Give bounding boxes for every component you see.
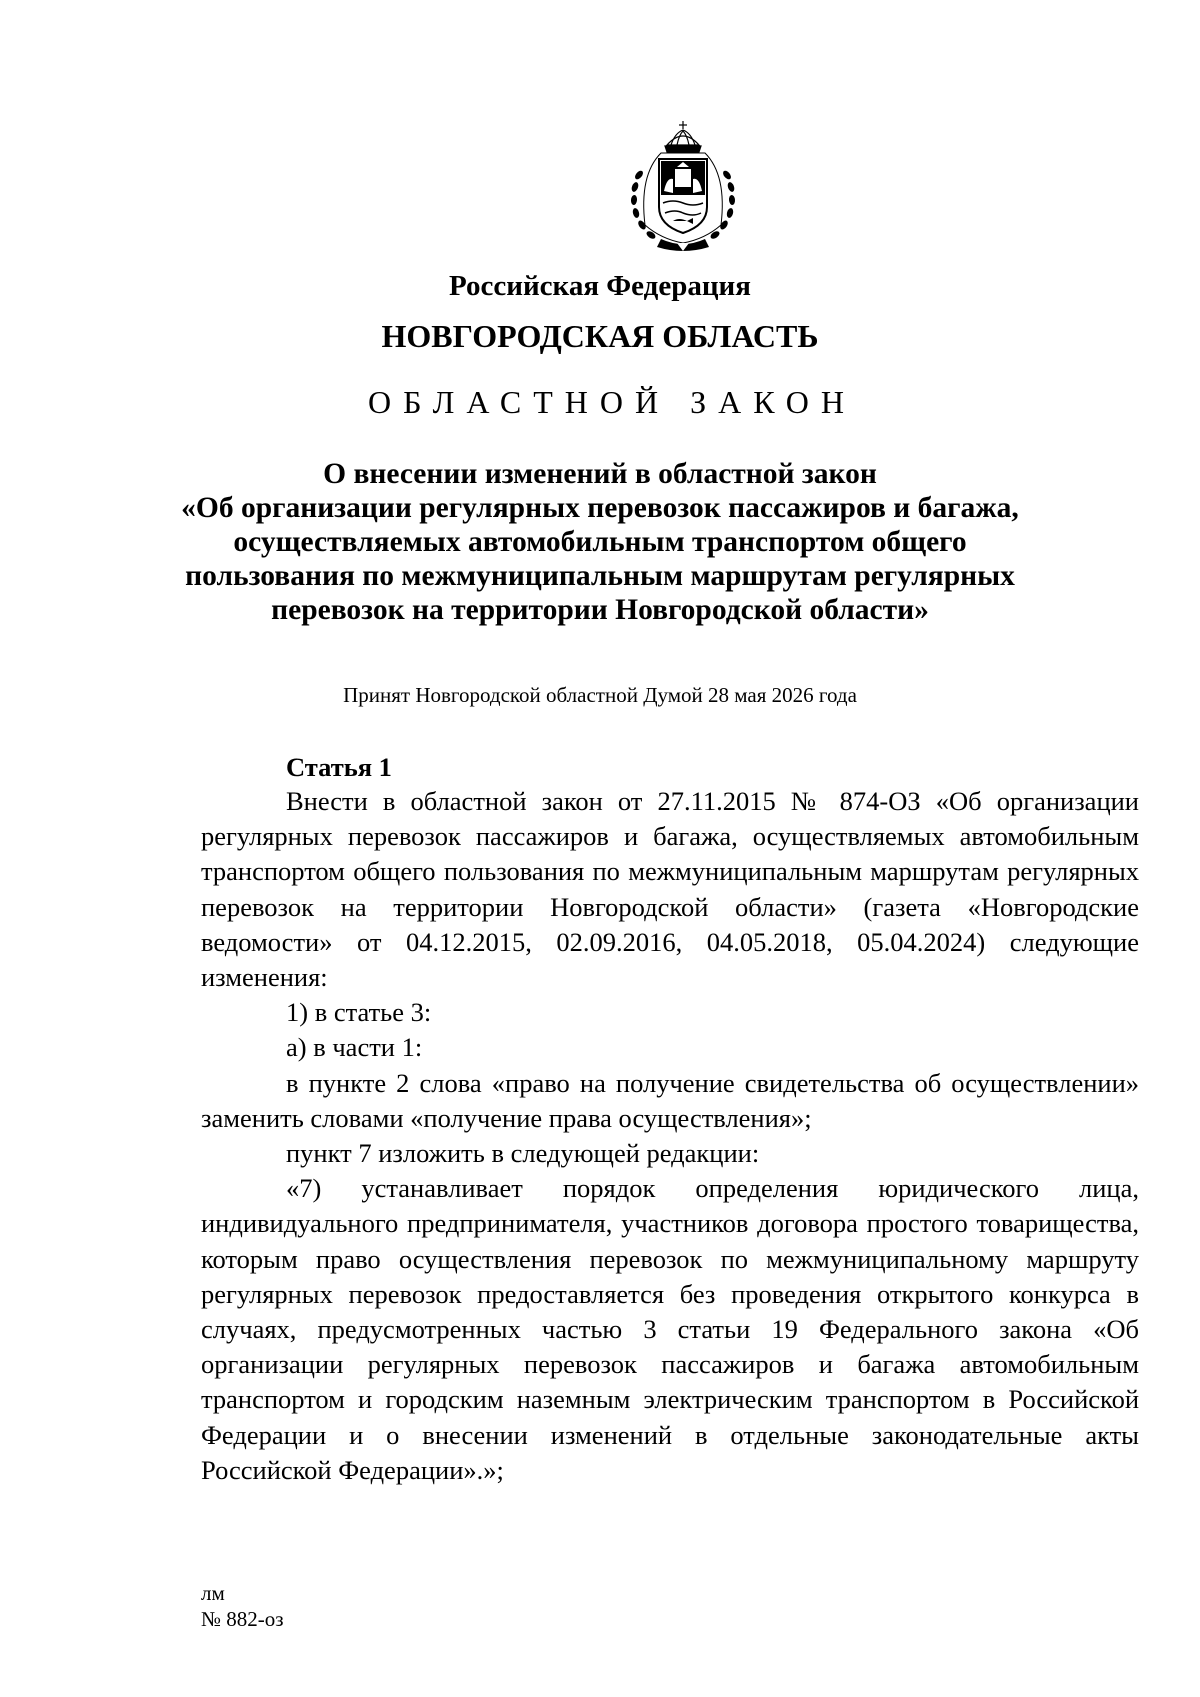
law-title-line: перевозок на территории Новгородской области» [271,594,929,626]
article-paragraph: 1) в статье 3: [286,997,432,1028]
article-paragraph: «7) устанавливает порядок определения юридического лица, индивидуального предпринимателя, участников договора простого товарищества, которым право осуществления перевозок по межмуниципальному маршруту регулярных перевозок предоставляется без проведения открытого конкурса в случаях, предусмотренных частью 3 статьи 19 Федерального закона «Об организации регулярных перевозок пассажиров и багажа автомобильным транспортом и городским наземным электрическим транспортом в Российской Федерации и о внесении изменений в отдельные законодательные акты Российской Федерации».»; [201,1173,1139,1485]
country-name: Российская Федерация [449,270,751,302]
law-title-line: осуществляемых автомобильным транспортом общего [233,526,967,558]
law-title-line: пользования по межмуниципальным маршрутам регулярных [185,560,1015,592]
region-name: НОВГОРОДСКАЯ ОБЛАСТЬ [381,318,819,354]
article-paragraph: а) в части 1: [286,1032,423,1063]
law-title [160,457,1040,627]
article-paragraph: пункт 7 изложить в следующей редакции: [286,1138,760,1169]
article-body [201,784,1139,1488]
adoption-note: Принят Новгородской областной Думой 28 мая 2026 года [343,683,857,707]
footer-initials: лм [201,1581,225,1605]
article-paragraph: Внести в областной закон от 27.11.2015 № 874-ОЗ «Об организации регулярных перевозок пассажиров и багажа, осуществляемых автомобильным транспортом общего пользования по межмуниципальным маршрутам регулярных перевозок на территории Новгородской области» (газета «Новгородские ведомости» от 04.12.2015, 02.09.2016, 04.05.2018, 05.04.2024) следующие изменения: [201,786,1139,993]
article-paragraph: в пункте 2 слова «право на получение свидетельства об осуществлении» заменить словами «получение права осуществления»; [201,1067,1139,1133]
footer-law-number: № 882-оз [201,1607,284,1631]
article-heading: Статья 1 [286,752,392,782]
law-title-line: О внесении изменений в областной закон [323,458,877,490]
document-type: ОБЛАСТНОЙ ЗАКОН [367,384,857,420]
law-title-line: «Об организации регулярных перевозок пассажиров и багажа, [181,492,1019,524]
coat-of-arms-icon [617,115,749,255]
